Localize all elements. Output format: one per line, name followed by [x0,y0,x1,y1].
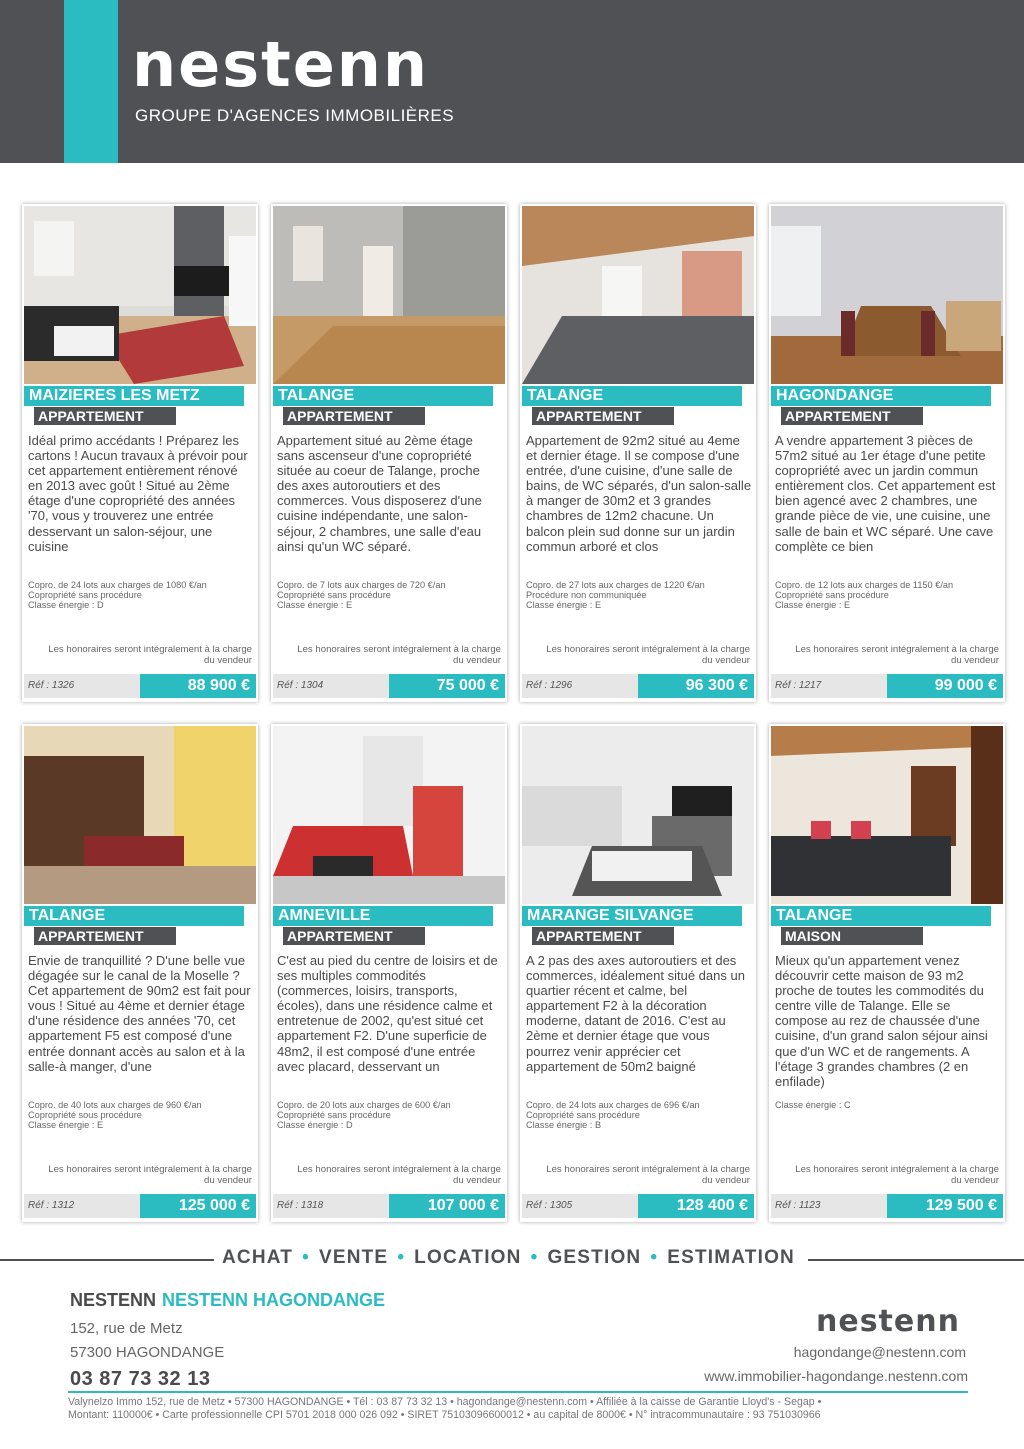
listing-price: 125 000 € [140,1194,256,1218]
service-vente: VENTE [318,1247,389,1268]
address-street: 152, rue de Metz [70,1320,183,1337]
listing-type: MAISON [781,927,923,945]
listing-price: 128 400 € [638,1194,754,1218]
nestenn-logo: nestenn [132,28,430,101]
energy-class: Classe énergie : E [277,600,353,610]
listing-fees: Les honoraires seront intégralement à la charge du vendeur [297,644,501,666]
energy-class: Classe énergie : B [526,1120,602,1130]
listing-copro-info [526,1100,752,1130]
listing-description: Appartement de 92m2 situé au 4eme et dernier étage. Il se compose d'une entrée, d'une cuisine, d'une salle de bains, de WC séparés, d'un salon-salle à manger de 30m2 et 3 grandes chambres de 12m2 chacune. Un balcon plein sud donne sur un jardin commun arboré et clos [526,433,752,554]
listing-card[interactable] [520,204,756,702]
header-tagline: GROUPE D'AGENCES IMMOBILIÈRES [135,106,455,125]
listing-city: MAIZIERES LES METZ [24,386,244,406]
energy-class: Classe énergie : D [277,1120,353,1130]
listing-type: APPARTEMENT [781,407,923,425]
website-link[interactable]: www.immobilier-hagondange.nestenn.com [704,1368,968,1384]
listing-footer [273,1194,505,1218]
listing-ref: Réf : 1123 [775,1200,821,1211]
listing-footer [522,674,754,698]
listing-price: 99 000 € [887,674,1003,698]
listing-card[interactable] [769,204,1005,702]
services-list [222,1247,795,1269]
listing-footer [771,674,1003,698]
listing-price: 129 500 € [887,1194,1003,1218]
listing-fees: Les honoraires seront intégralement à la charge du vendeur [48,644,252,666]
agency-name [70,1290,385,1311]
listing-city: MARANGE SILVANGE [522,906,742,926]
copro-lots: Copro. de 24 lots aux charges de 1080 €/an [28,580,207,590]
phone-number[interactable]: 03 87 73 32 13 [70,1368,211,1390]
listing-footer [273,674,505,698]
listing-ref: Réf : 1326 [28,680,75,691]
listing-photo [273,206,505,384]
address-city: 57300 HAGONDANGE [70,1344,225,1361]
copro-procedure: Procédure non communiquée [526,590,647,600]
copro-procedure: Copropriété sans procédure [28,590,142,600]
service-estimation: ESTIMATION [667,1247,795,1268]
listing-copro-info [277,580,503,610]
listing-fees: Les honoraires seront intégralement à la charge du vendeur [48,1164,252,1186]
listing-description: A vendre appartement 3 pièces de 57m2 situé au 1er étage d'une petite copropriété avec un jardin commun entièrement clos. Cet appartement est bien agencé avec 2 chambres, une grande pièce de vie, une cuisine, une salle de bain et WC séparé. Une cave complète ce bien [775,433,996,554]
nestenn-footer-logo: nestenn [816,1304,960,1339]
listing-city: HAGONDANGE [771,386,991,406]
copro-procedure: Copropriété sans procédure [775,590,889,600]
listing-description: Idéal primo accédants ! Préparez les cartons ! Aucun travaux à prévoir pour cet appartement entièrement rénové en 2013 avec goût ! Situé au 2ème étage d'une copropriété des années '70, vous y trouverez une entrée desservant un salon-séjour, une cuisine [28,433,248,554]
listing-type: APPARTEMENT [532,407,674,425]
legal-notice-line1: Valynelzo Immo 152, rue de Metz • 57300 HAGONDANGE • Tél : 03 87 73 32 13 • hagondange@nestenn.com • Affiliée à la caisse de Garantie Lloyd's - Segap • [68,1396,822,1408]
listing-card[interactable] [22,724,258,1222]
bullet-dot: • [397,1247,406,1268]
email-link[interactable]: hagondange@nestenn.com [793,1344,966,1360]
copro-procedure: Copropriété sous procédure [28,1110,142,1120]
listing-photo [24,206,256,384]
energy-class: Classe énergie : D [28,600,104,610]
copro-lots: Copro. de 12 lots aux charges de 1150 €/an [775,580,954,590]
listing-description: A 2 pas des axes autoroutiers et des commerces, idéalement situé dans un quartier récent et calme, bel appartement F2 à la décoration moderne, datant de 2016. C'est au 2ème et dernier étage que vous pourrez venir apprécier cet appartement de 50m2 baigné [526,953,745,1074]
bullet-dot: • [650,1247,659,1268]
energy-class: Classe énergie : C [775,1100,851,1110]
copro-lots: Copro. de 24 lots aux charges de 696 €/an [526,1100,700,1110]
listing-footer [771,1194,1003,1218]
listing-photo [771,726,1003,904]
listing-copro-info [28,1100,254,1130]
listing-fees: Les honoraires seront intégralement à la charge du vendeur [546,644,750,666]
listing-type: APPARTEMENT [34,927,176,945]
brand-name: NESTENN [70,1290,157,1310]
listing-ref: Réf : 1318 [277,1200,324,1211]
listing-type: APPARTEMENT [283,407,425,425]
listing-ref: Réf : 1312 [28,1200,75,1211]
header-banner [0,0,1024,163]
listing-copro-info [526,580,752,610]
listing-city: AMNEVILLE [273,906,493,926]
header-accent-stripe [64,0,118,163]
listing-card[interactable] [22,204,258,702]
listing-footer [522,1194,754,1218]
legal-notice-line2: Montant: 110000€ • Carte professionnelle CPI 5701 2018 000 026 092 • SIRET 75103096600012 • au capital de 8000€ • N° intracommunautaire : 93 751030966 [68,1409,821,1421]
listing-copro-info [28,580,254,610]
listing-price: 88 900 € [140,674,256,698]
listing-city: TALANGE [522,386,742,406]
listing-description: C'est au pied du centre de loisirs et de ses multiples commodités (commerces, loisirs, transports, écoles), dans une résidence calme et entretenue de 2002, qu'est situé cet appartement F2. D'une superficie de 48m2, il est composé d'une entrée avec placard, desservant un [277,953,498,1074]
listing-copro-info [775,580,1001,610]
listing-description: Envie de tranquillité ? D'une belle vue dégagée sur le canal de la Moselle ? Cet appartement de 90m2 est fait pour vous ! Situé au 4ème et dernier étage d'une résidence des années '70, cet appartement F5 est composé d'une entrée donnant accès au salon et à la salle-à manger, d'une [28,953,251,1074]
copro-procedure: Copropriété sans procédure [526,1110,640,1120]
listing-fees: Les honoraires seront intégralement à la charge du vendeur [795,1164,999,1186]
agency-branch: NESTENN HAGONDANGE [162,1290,386,1310]
listing-ref: Réf : 1305 [526,1200,573,1211]
listing-ref: Réf : 1296 [526,680,573,691]
listing-card[interactable] [769,724,1005,1222]
listing-card[interactable] [520,724,756,1222]
copro-lots: Copro. de 40 lots aux charges de 960 €/an [28,1100,202,1110]
listing-photo [771,206,1003,384]
service-achat: ACHAT [222,1247,294,1268]
energy-class: Classe énergie : E [28,1120,104,1130]
listing-card[interactable] [271,724,507,1222]
copro-lots: Copro. de 7 lots aux charges de 720 €/an [277,580,446,590]
services-divider-right [808,1259,1024,1261]
listing-city: TALANGE [273,386,493,406]
copro-lots: Copro. de 27 lots aux charges de 1220 €/an [526,580,705,590]
listing-fees: Les honoraires seront intégralement à la charge du vendeur [795,644,999,666]
listing-ref: Réf : 1304 [277,680,324,691]
listing-fees: Les honoraires seront intégralement à la charge du vendeur [546,1164,750,1186]
listing-city: TALANGE [24,906,244,926]
copro-procedure: Copropriété sans procédure [277,590,391,600]
copro-lots: Copro. de 20 lots aux charges de 600 €/an [277,1100,451,1110]
energy-class: Classe énergie : E [526,600,602,610]
listing-description: Appartement situé au 2ème étage sans ascenseur d'une copropriété située au coeur de Talange, proche des axes autoroutiers et des commerces. Vous disposerez d'une cuisine indépendante, une salon-séjour, 2 chambres, une salle d'eau ainsi qu'un WC séparé. [277,433,482,554]
footer-divider [68,1391,968,1393]
energy-class: Classe énergie : E [775,600,851,610]
listing-copro-info [775,1100,1001,1110]
copro-procedure: Copropriété sans procédure [277,1110,391,1120]
listing-photo [522,726,754,904]
service-gestion: GESTION [547,1247,642,1268]
listing-description: Mieux qu'un appartement venez découvrir cette maison de 93 m2 proche de toutes les commodités du centre ville de Talange. Elle se compose au rez de chaussée d'une cuisine, d'un grand salon séjour ainsi que d'un WC et de rangements. A l'étage 3 grandes chambres (2 en enfilade) [775,953,988,1089]
bullet-dot: • [302,1247,310,1268]
listing-copro-info [277,1100,503,1130]
service-location: LOCATION [414,1247,522,1268]
listing-price: 107 000 € [389,1194,505,1218]
listing-ref: Réf : 1217 [775,680,822,691]
listing-footer [24,674,256,698]
listing-price: 96 300 € [638,674,754,698]
listing-footer [24,1194,256,1218]
listing-type: APPARTEMENT [532,927,674,945]
listing-type: APPARTEMENT [34,407,176,425]
listing-price: 75 000 € [389,674,505,698]
services-divider-left [0,1259,214,1261]
listing-card[interactable] [271,204,507,702]
bullet-dot: • [530,1247,539,1268]
services-band [0,1246,1024,1272]
listing-type: APPARTEMENT [283,927,425,945]
listing-photo [522,206,754,384]
listing-photo [24,726,256,904]
listing-city: TALANGE [771,906,991,926]
listing-fees: Les honoraires seront intégralement à la charge du vendeur [297,1164,501,1186]
listing-photo [273,726,505,904]
